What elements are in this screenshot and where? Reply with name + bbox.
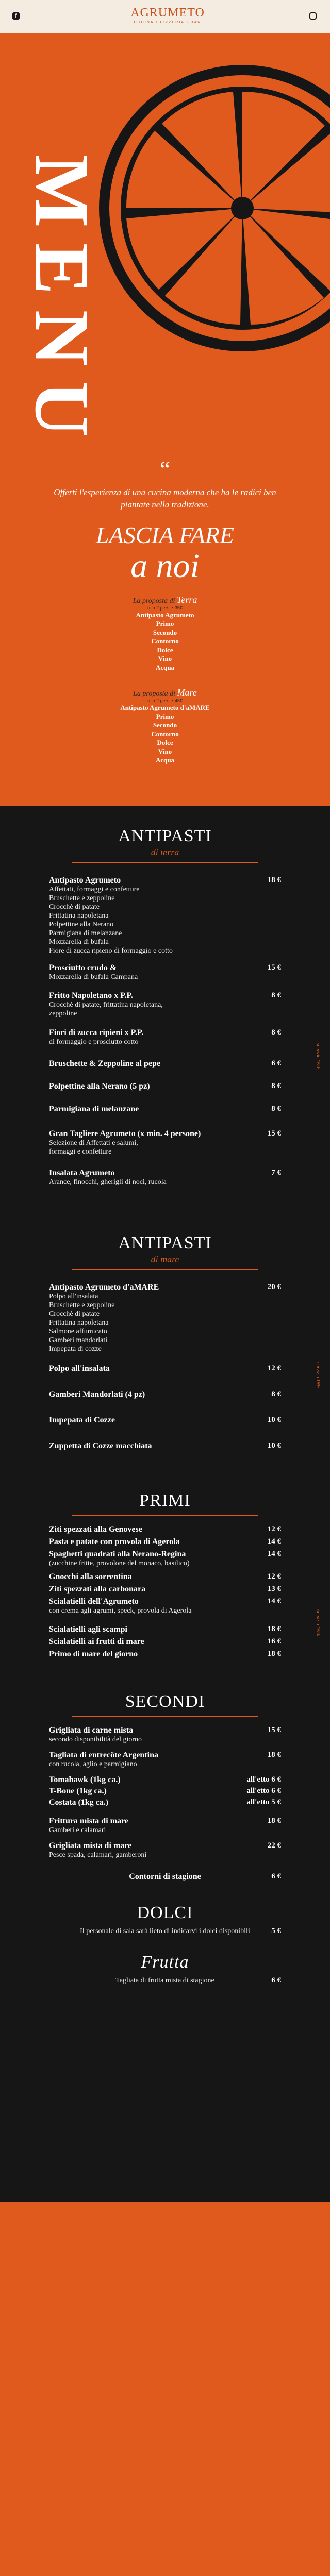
dish-desc: Affettati, formaggi e confetture Bruschette e zeppoline Crocchè di patate Frittatina napoletana Polpettine alla Nerano Parmigiana di melanzane Mozzarella di bufala Fiore di zucca ripieno di formaggio e cotto bbox=[49, 886, 173, 955]
brand-logo: AGRUMETO bbox=[130, 6, 205, 20]
dish-price: 16 € bbox=[267, 1637, 281, 1646]
dish-name: Grigliata mista di mare bbox=[49, 1841, 132, 1850]
menu-row bbox=[49, 1650, 281, 1659]
dish-name: Ziti spezzati alla Genovese bbox=[49, 1525, 142, 1534]
dish-desc: Polpo all'insalata Bruschette e zeppoline Crocchè di patate Frittatina napoletana Salmone affumicato Gamberi mandorlati Impepata di cozze bbox=[49, 1293, 115, 1353]
dish-price: 13 € bbox=[267, 1585, 281, 1593]
menu-row bbox=[49, 1572, 281, 1582]
dish-name: Primo di mare del giorno bbox=[49, 1650, 138, 1658]
dish-desc: (zucchine fritte, provolone del monaco, basilico) bbox=[49, 1560, 190, 1567]
antipasti-terra-title: ANTIPASTI bbox=[118, 826, 212, 845]
menu-row bbox=[49, 1390, 281, 1399]
proposal-terra-prefix: La proposta di bbox=[133, 597, 175, 605]
proposal-terra-list bbox=[113, 611, 217, 672]
dish-name: Bruschette & Zeppoline al pepe bbox=[49, 1059, 160, 1068]
dish-name: Polpo all'insalata bbox=[49, 1364, 110, 1373]
menu-row bbox=[49, 1537, 281, 1547]
menu-row bbox=[49, 1059, 281, 1069]
service-note: servizio 15% bbox=[316, 1043, 321, 1070]
menu-row bbox=[49, 1082, 281, 1091]
proposal-mare-price: min 2 pers. • 45€ bbox=[147, 698, 183, 703]
menu-row bbox=[49, 1550, 281, 1568]
dish-name: Zuppetta di Cozze macchiata bbox=[49, 1442, 152, 1450]
dish-desc: Selezione di Affettati e salumi, formaggi e confetture bbox=[49, 1139, 138, 1156]
dish-price: 6 € bbox=[271, 1872, 281, 1880]
menu-row bbox=[49, 1637, 281, 1647]
menu-row bbox=[49, 1927, 281, 1936]
antipasti-mare-subtitle: di mare bbox=[151, 1254, 179, 1264]
divider bbox=[72, 1515, 258, 1516]
dish-price: 12 € bbox=[267, 1525, 281, 1533]
menu-row bbox=[49, 1442, 281, 1451]
orange-slice-icon bbox=[98, 64, 330, 352]
dish-price: 5 € bbox=[271, 1927, 281, 1935]
menu-title-vertical: MENU bbox=[19, 155, 105, 453]
dish-price: 18 € bbox=[267, 1751, 281, 1759]
dish-price: 8 € bbox=[271, 1105, 281, 1113]
menu-row bbox=[49, 1817, 281, 1835]
list-item: Antipasto Agrumeto bbox=[136, 611, 194, 619]
dish-name: Frittura mista di mare bbox=[49, 1817, 128, 1825]
hero-section bbox=[0, 33, 330, 806]
proposal-terra bbox=[113, 595, 217, 672]
antipasti-mare-title: ANTIPASTI bbox=[118, 1233, 212, 1252]
dish-price: 8 € bbox=[271, 1082, 281, 1090]
dish-name: Grigliata di carne mista bbox=[49, 1726, 134, 1735]
dish-price: 15 € bbox=[267, 1726, 281, 1734]
list-item: Contorno bbox=[151, 730, 179, 738]
dish-name: Antipasto Agrumeto bbox=[49, 876, 121, 885]
dish-price: 22 € bbox=[267, 1841, 281, 1850]
list-item: Primo bbox=[156, 713, 174, 720]
frutta-title: Frutta bbox=[141, 1953, 189, 1972]
menu-row bbox=[49, 876, 281, 955]
menu-row bbox=[49, 1726, 281, 1744]
dish-name: Impepata di Cozze bbox=[49, 1416, 115, 1425]
dish-name: Gamberi Mandorlati (4 pz) bbox=[49, 1390, 145, 1399]
list-item: Primo bbox=[156, 620, 174, 628]
dish-price: 8 € bbox=[271, 1028, 281, 1037]
list-item: Contorno bbox=[151, 637, 179, 645]
dish-name: Spaghetti quadrati alla Nerano-Regina bbox=[49, 1550, 186, 1558]
header-bar bbox=[0, 0, 330, 33]
dish-desc: Tagliata di frutta mista di stagione bbox=[116, 1977, 214, 1985]
proposal-mare-prefix: La proposta di bbox=[133, 690, 176, 698]
divider bbox=[72, 1716, 258, 1717]
divider bbox=[72, 862, 258, 863]
list-item: Vino bbox=[158, 748, 172, 755]
menu-row bbox=[49, 1168, 281, 1187]
dish-price: 8 € bbox=[271, 1390, 281, 1398]
dish-price: 12 € bbox=[267, 1572, 281, 1581]
list-item: Antipasto Agrumeto d'aMARE bbox=[120, 704, 210, 711]
dish-price: 20 € bbox=[267, 1283, 281, 1291]
menu-row bbox=[49, 1283, 281, 1353]
dish-desc: Arance, finocchi, gherigli di noci, rucola bbox=[49, 1178, 167, 1186]
dish-price: 6 € bbox=[271, 1976, 281, 1985]
menu-row bbox=[49, 1787, 281, 1796]
menu-row bbox=[49, 1129, 281, 1156]
dish-price: 6 € bbox=[271, 1059, 281, 1067]
dish-name: Pasta e patate con provola di Agerola bbox=[49, 1537, 180, 1546]
facebook-icon[interactable]: f bbox=[12, 12, 20, 20]
dish-desc: Crocchè di patate, frittatina napoletana, zeppoline bbox=[49, 1001, 163, 1018]
service-note: servizio 15% bbox=[316, 1362, 321, 1389]
dish-price: 18 € bbox=[267, 876, 281, 884]
proposal-mare-list bbox=[113, 703, 217, 765]
antipasti-terra-subtitle: di terra bbox=[151, 847, 179, 857]
dish-price: all'etto 6 € bbox=[246, 1775, 281, 1784]
dish-name: Gnocchi alla sorrentina bbox=[49, 1572, 132, 1581]
dish-desc: Mozzarella di bufala Campana bbox=[49, 973, 138, 981]
menu-row bbox=[49, 1028, 281, 1046]
primi-title: PRIMI bbox=[139, 1491, 191, 1510]
dish-price: all'etto 5 € bbox=[246, 1798, 281, 1806]
divider bbox=[72, 1269, 258, 1270]
antipasti-section bbox=[0, 806, 330, 2202]
dish-name: Contorni di stagione bbox=[129, 1872, 201, 1881]
list-item: Secondo bbox=[153, 721, 177, 729]
dish-desc: con crema agli agrumi, speck, provola di Agerola bbox=[49, 1607, 192, 1615]
dish-name: Parmigiana di melanzane bbox=[49, 1105, 139, 1113]
dish-name: Fiori di zucca ripieni x P.P. bbox=[49, 1028, 144, 1037]
service-note: servizio 15% bbox=[316, 1609, 321, 1636]
menu-row bbox=[49, 1775, 281, 1785]
dish-name: Scialatielli dell'Agrumeto bbox=[49, 1597, 139, 1606]
list-item: Acqua bbox=[155, 756, 175, 764]
menu-row bbox=[49, 1597, 281, 1615]
dish-name: Fritto Napoletano x P.P. bbox=[49, 991, 133, 1000]
dish-desc: Il personale di sala sarà lieto di indicarvi i dolci disponibili bbox=[80, 1927, 250, 1935]
dish-desc: con rucola, aglio e parmigiano bbox=[49, 1760, 137, 1768]
dish-price: 12 € bbox=[267, 1364, 281, 1372]
dish-price: 14 € bbox=[267, 1550, 281, 1558]
dish-price: 10 € bbox=[267, 1416, 281, 1424]
menu-row bbox=[49, 1841, 281, 1859]
list-item: Vino bbox=[158, 655, 172, 663]
hero-quote: Offerti l'esperienza di una cucina moderna che ha le radici ben piantate nella tradizione. bbox=[54, 487, 276, 510]
dish-desc: Gamberi e calamari bbox=[49, 1826, 106, 1834]
dish-desc: di formaggio e prosciutto cotto bbox=[49, 1038, 139, 1046]
dish-price: 10 € bbox=[267, 1442, 281, 1450]
secondi-title: SECONDI bbox=[125, 1692, 205, 1711]
menu-row bbox=[49, 1798, 281, 1807]
dish-price: 15 € bbox=[267, 963, 281, 972]
dish-name: Costata (1kg ca.) bbox=[49, 1798, 109, 1807]
dish-name: Scialatielli ai frutti di mare bbox=[49, 1637, 144, 1646]
dish-name: Antipasto Agrumeto d'aMARE bbox=[49, 1283, 159, 1292]
dish-price: 18 € bbox=[267, 1817, 281, 1825]
dish-price: 18 € bbox=[267, 1625, 281, 1633]
menu-row bbox=[49, 963, 281, 981]
dish-price: 14 € bbox=[267, 1537, 281, 1546]
dish-name: Polpettine alla Nerano (5 pz) bbox=[49, 1082, 150, 1091]
proposal-terra-word: Terra bbox=[177, 595, 197, 605]
menu-row bbox=[49, 991, 281, 1018]
menu-row bbox=[49, 1976, 281, 1985]
menu-row bbox=[49, 1105, 281, 1114]
list-item: Dolce bbox=[157, 646, 173, 654]
proposal-mare-word: Mare bbox=[177, 687, 197, 698]
dish-name: Gran Tagliere Agrumeto (x min. 4 persone) bbox=[49, 1129, 201, 1138]
menu-row bbox=[49, 1364, 281, 1374]
dish-name: Tomahawk (1kg ca.) bbox=[49, 1775, 121, 1784]
dish-price: 8 € bbox=[271, 991, 281, 999]
dish-price: 15 € bbox=[267, 1129, 281, 1138]
dish-price: all'etto 6 € bbox=[246, 1787, 281, 1795]
dish-name: Tagliata di entrecôte Argentina bbox=[49, 1751, 158, 1759]
proposal-terra-price: min 2 pers. • 35€ bbox=[147, 605, 183, 611]
a-noi-heading: a noi bbox=[130, 547, 200, 585]
dish-desc: Pesce spada, calamari, gamberoni bbox=[49, 1851, 147, 1859]
list-item: Secondo bbox=[153, 629, 177, 636]
lascia-fare-heading: LASCIA FARE bbox=[96, 522, 234, 548]
quote-mark: “ bbox=[159, 456, 171, 482]
dish-price: 14 € bbox=[267, 1597, 281, 1605]
dish-price: 7 € bbox=[271, 1168, 281, 1177]
menu-row bbox=[49, 1525, 281, 1534]
list-item: Dolce bbox=[157, 739, 173, 747]
dolci-title: DOLCI bbox=[137, 1903, 193, 1922]
menu-row bbox=[49, 1416, 281, 1425]
dish-name: Scialatielli agli scampi bbox=[49, 1625, 127, 1634]
list-item: Acqua bbox=[155, 664, 175, 671]
menu-row bbox=[49, 1625, 281, 1634]
dish-desc: secondo disponibilità del giorno bbox=[49, 1736, 142, 1743]
dish-name: Ziti spezzati alla carbonara bbox=[49, 1585, 146, 1594]
dish-name: Prosciutto crudo & bbox=[49, 963, 117, 972]
instagram-icon[interactable] bbox=[309, 12, 317, 20]
brand-tagline: CUCINA • PIZZERIA • BAR bbox=[134, 21, 202, 24]
dish-name: Insalata Agrumeto bbox=[49, 1168, 115, 1177]
menu-row bbox=[49, 1751, 281, 1769]
menu-row bbox=[49, 1872, 281, 1882]
dish-name: T-Bone (1kg ca.) bbox=[49, 1787, 107, 1795]
proposal-mare bbox=[113, 687, 217, 765]
dish-price: 18 € bbox=[267, 1650, 281, 1658]
menu-row bbox=[49, 1585, 281, 1594]
